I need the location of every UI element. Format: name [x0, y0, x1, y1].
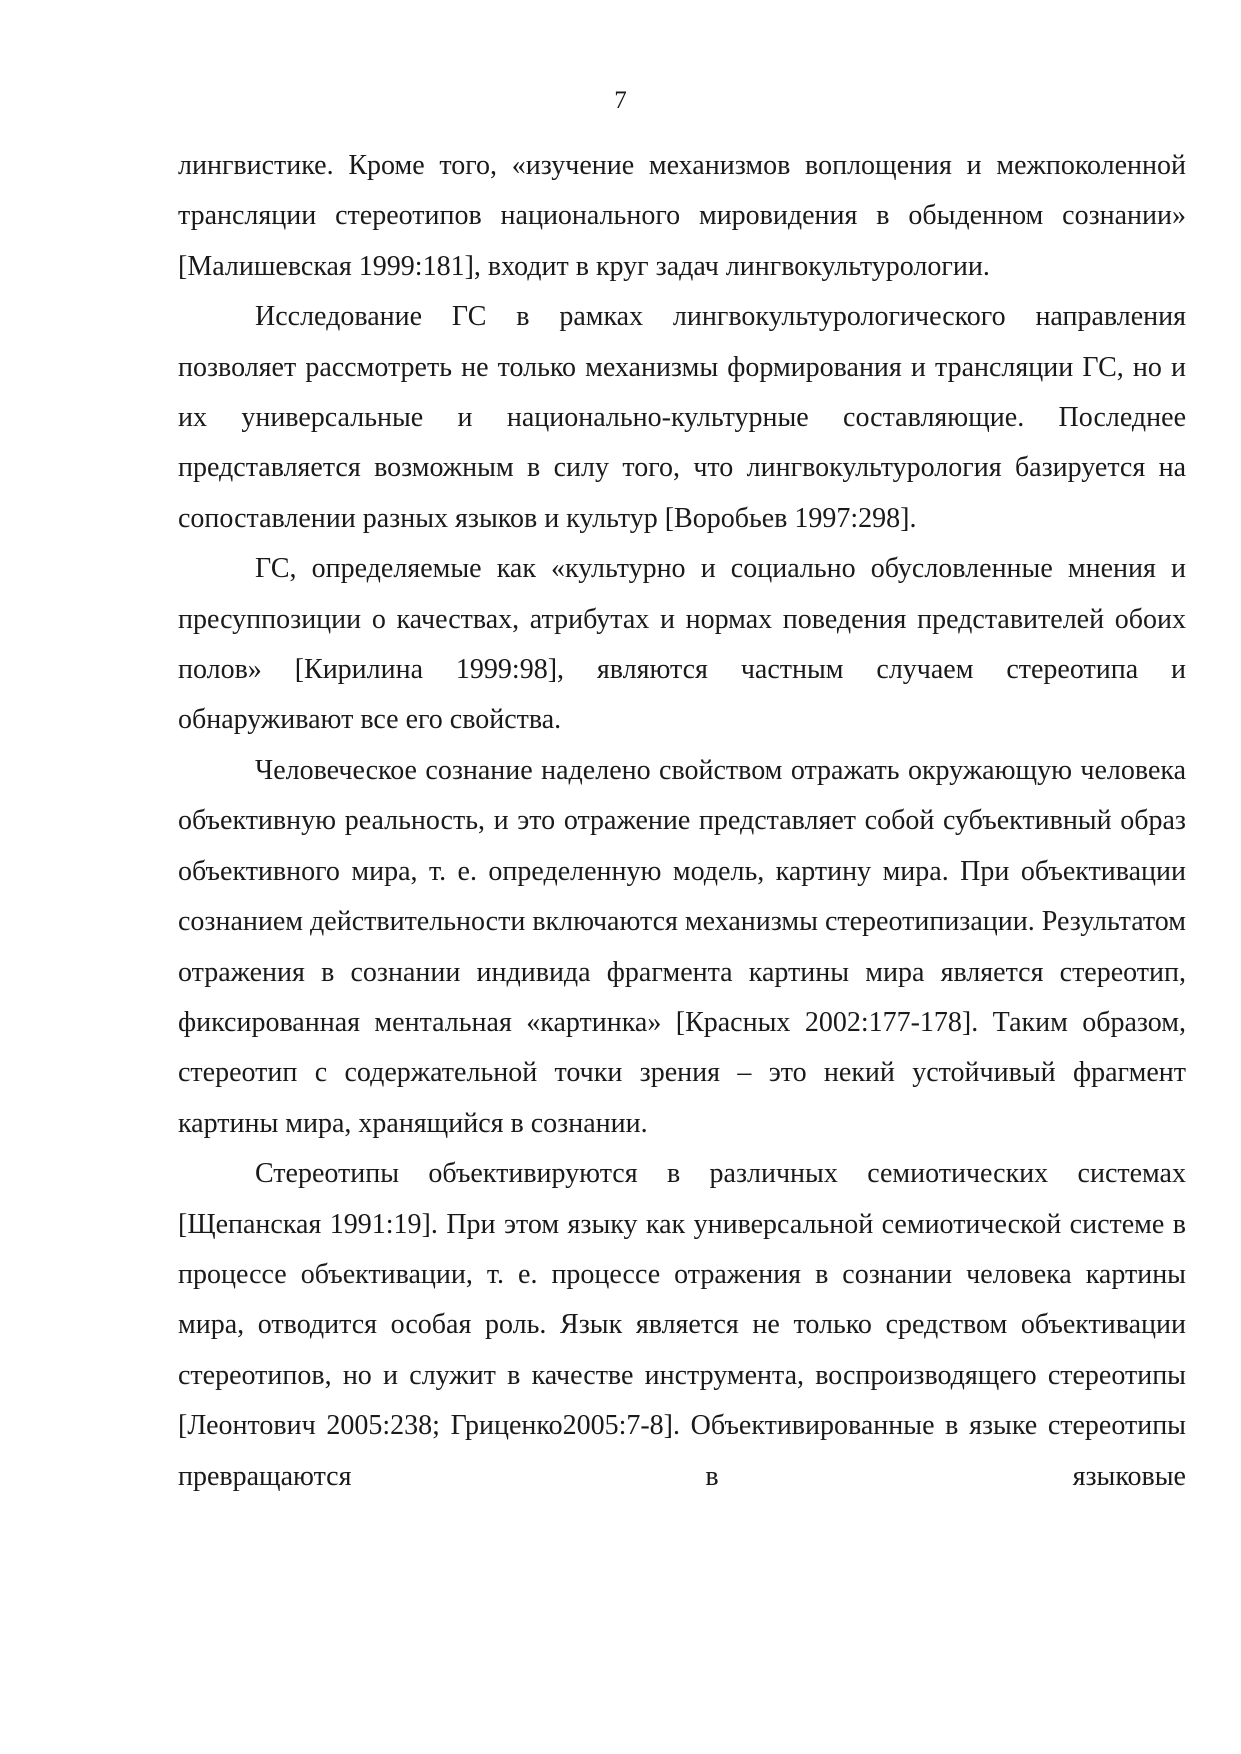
page-number: 7 [614, 87, 627, 114]
page-body [178, 141, 1186, 1502]
paragraph-3: ГС, определяемые как «культурно и социально обусловленные мнения и пресуппозиции о качествах, атрибутах и нормах поведения представителей обоих полов» [Кирилина 1999:98], являются частным случаем стереотипа и обнаруживают все его свойства. [178, 553, 1186, 736]
paragraph-4: Человеческое сознание наделено свойством отражать окружающую человека объективную реальность, и это отражение представляет собой субъективный образ объективного мира, т. е. определенную модель, картину мира. При объективации сознанием действительности включаются механизмы стереотипизации. Результатом отражения в сознании индивида фрагмента картины мира является стереотип, фиксированная ментальная «картинка» [Красных 2002:177-178]. Таким образом, стереотип с содержательной точки зрения – это некий устойчивый фрагмент картины мира, хранящийся в сознании. [178, 754, 1186, 1139]
paragraph-2: Исследование ГС в рамках лингвокультурологического направления позволяет рассмотреть не только механизмы формирования и трансляции ГС, но и их универсальные и национально-культурные составляющие. Последнее представляется возможным в силу того, что лингвокультурология базируется на сопоставлении разных языков и культур [Воробьев 1997:298]. [178, 301, 1186, 534]
paragraph-1: лингвистике. Кроме того, «изучение механизмов воплощения и межпоколенной трансляции стереотипов национального мировидения в обыденном сознании» [Малишевская 1999:181], входит в круг задач лингвокультурологии. [178, 150, 1186, 282]
paragraph-5: Стереотипы объективируются в различных семиотических системах [Щепанская 1991:19]. При этом языку как универсальной семиотической системе в процессе объективации, т. е. процессе отражения в сознании человека картины мира, отводится особая роль. Язык является не только средством объективации стереотипов, но и служит в качестве инструмента, воспроизводящего стереотипы [Леонтович 2005:238; Гриценко2005:7-8]. Объективированные в языке стереотипы превращаются в языковые [178, 1158, 1186, 1492]
